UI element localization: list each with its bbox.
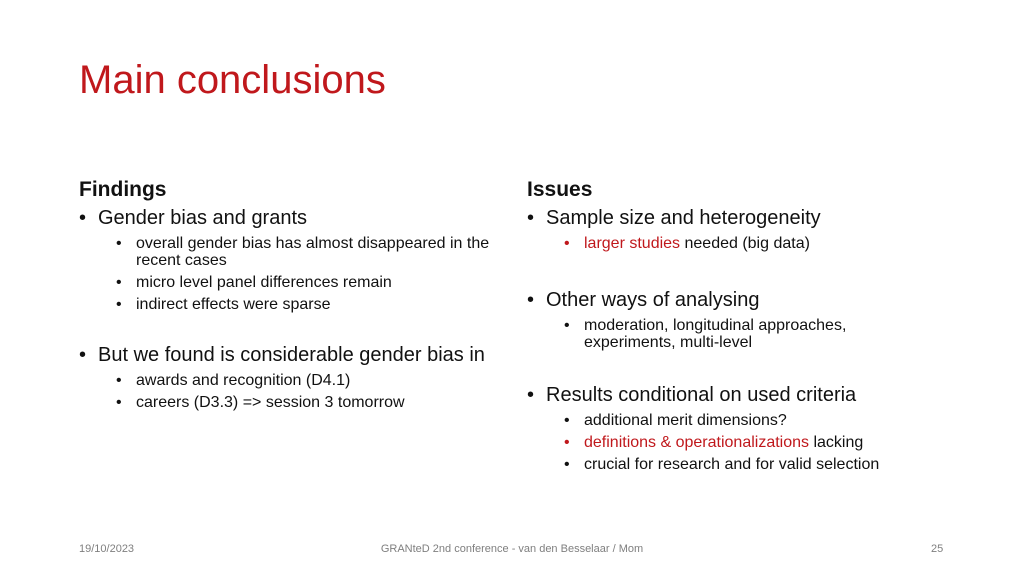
issues-item-sample-size: • Sample size and heterogeneity [527,208,927,229]
findings-sub-item: • overall gender bias has almost disappeared in the recent cases [116,235,499,269]
findings-column [79,178,499,416]
findings-sub-item: • indirect effects were sparse [116,296,499,313]
issues-heading: Issues [527,178,593,201]
issues-list [527,208,927,473]
issues-sub-item: • larger studies needed (big data) [564,235,927,252]
findings-sub-item: • awards and recognition (D4.1) [116,372,499,389]
slide-title: Main conclusions [79,58,386,102]
issues-sub-item: • definitions & operationalizations lacking [564,434,927,451]
footer-page-number: 25 [931,543,944,555]
findings-heading: Findings [79,178,167,201]
findings-item-grants: • Gender bias and grants [79,208,499,229]
findings-sub-item: • micro level panel differences remain [116,274,499,291]
footer-date: 19/10/2023 [79,543,135,555]
issues-item-results: • Results conditional on used criteria [527,385,927,406]
findings-sub-item: • careers (D3.3) => session 3 tomorrow [116,394,499,411]
footer-center: GRANteD 2nd conference - van den Besselaar / Mom [380,543,644,555]
issues-sub-item: • moderation, longitudinal approaches, experiments, multi-level [564,317,927,351]
findings-item-bias: • But we found is considerable gender bias in [79,345,499,366]
issues-sub-item: • crucial for research and for valid selection [564,456,927,473]
issues-sub-item: • additional merit dimensions? [564,412,927,429]
issues-item-other-ways: • Other ways of analysing [527,290,927,311]
findings-list [79,208,499,411]
issues-column [527,178,927,478]
